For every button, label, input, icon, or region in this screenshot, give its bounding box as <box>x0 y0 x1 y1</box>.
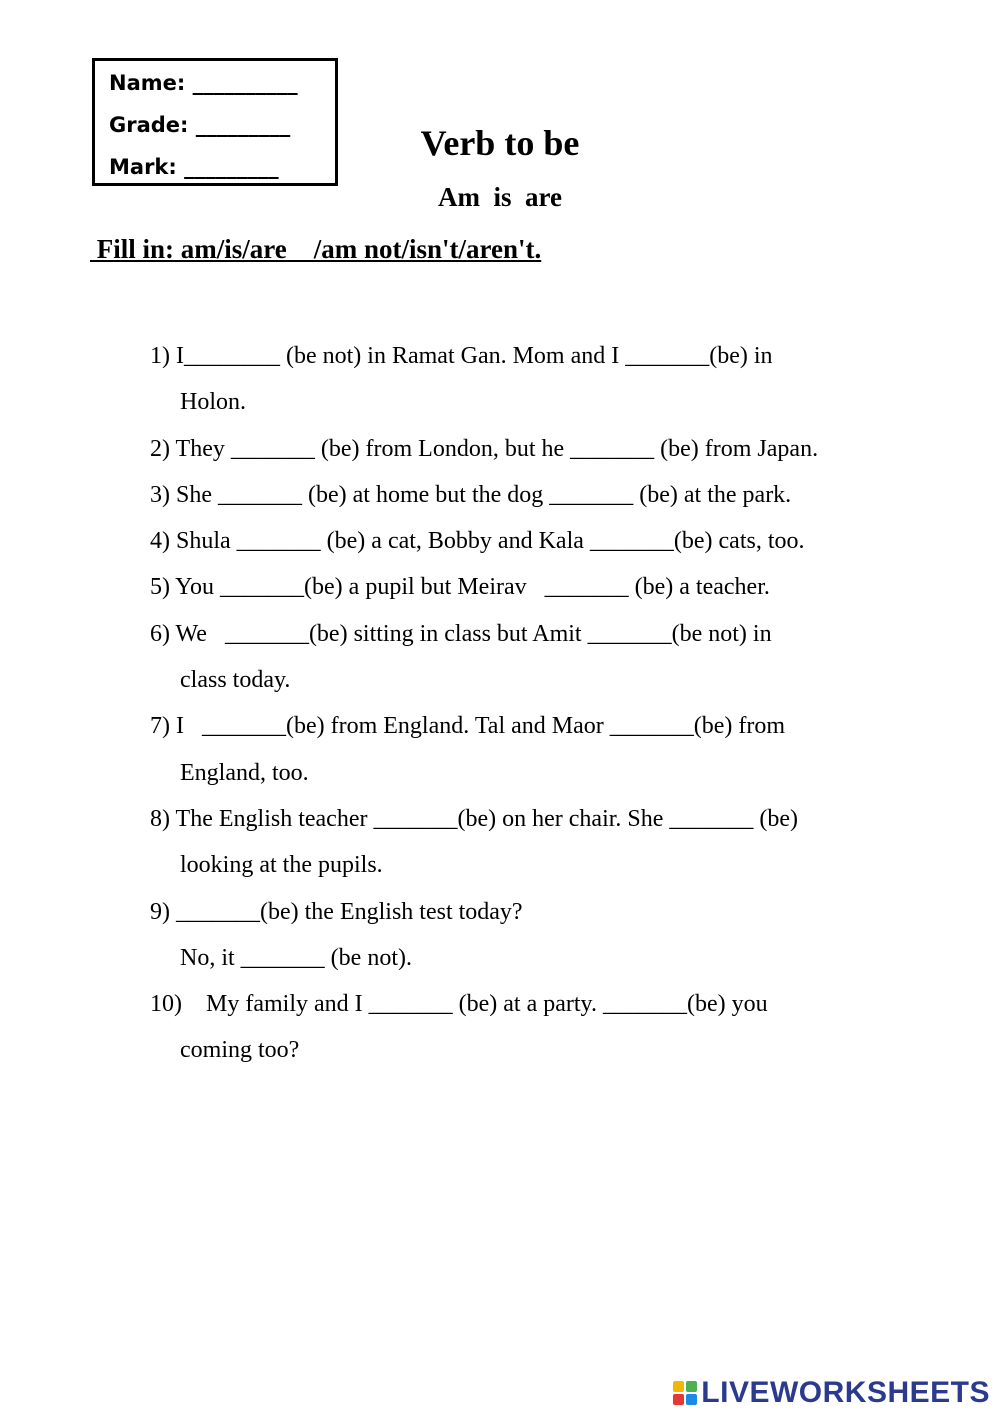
exercise-item: 9) _______(be) the English test today? <box>150 898 523 925</box>
exercise-item-continuation: looking at the pupils. <box>180 852 383 879</box>
exercise-item: 4) Shula _______ (be) a cat, Bobby and Kala _______(be) cats, too. <box>150 528 805 555</box>
exercise-item: 6) We _______(be) sitting in class but Amit _______(be not) in <box>150 620 772 647</box>
exercise-item-continuation: Holon. <box>180 389 246 416</box>
exercise-item-continuation: No, it _______ (be not). <box>180 944 412 971</box>
logo-text: LIVEWORKSHEETS <box>701 1376 990 1409</box>
exercise-item: 7) I _______(be) from England. Tal and Maor _______(be) from <box>150 713 786 740</box>
liveworksheets-icon <box>673 1381 697 1405</box>
instruction-heading: Fill in: am/is/are /am not/isn't/aren't. <box>90 234 542 264</box>
exercise-list <box>150 333 930 1074</box>
logo-square <box>686 1381 697 1392</box>
exercise-item: 5) You _______(be) a pupil but Meirav _______ (be) a teacher. <box>150 574 770 601</box>
exercise-item: 3) She _______ (be) at home but the dog _______ (be) at the park. <box>150 481 792 508</box>
logo-square <box>673 1394 684 1405</box>
liveworksheets-logo <box>673 1376 990 1410</box>
exercise-item: 1) I________ (be not) in Ramat Gan. Mom and I _______(be) in <box>150 343 773 369</box>
worksheet-subtitle: Am is are <box>438 182 562 212</box>
exercise-item-continuation: coming too? <box>180 1037 300 1064</box>
worksheet-title: Verb to be <box>420 123 580 163</box>
mark-field-label: Mark: _________ <box>109 155 279 179</box>
exercise-item-continuation: class today. <box>180 667 291 694</box>
logo-square <box>686 1394 697 1405</box>
grade-field-label: Grade: _________ <box>109 113 291 137</box>
exercise-item: 2) They _______ (be) from London, but he _______ (be) from Japan. <box>150 435 819 462</box>
name-field-label: Name: __________ <box>109 71 298 95</box>
exercise-item-continuation: England, too. <box>180 759 309 786</box>
logo-square <box>673 1381 684 1392</box>
exercise-item: 8) The English teacher _______(be) on her chair. She _______ (be) <box>150 805 799 832</box>
exercise-item: 10) My family and I _______ (be) at a party. _______(be) you <box>150 991 768 1018</box>
